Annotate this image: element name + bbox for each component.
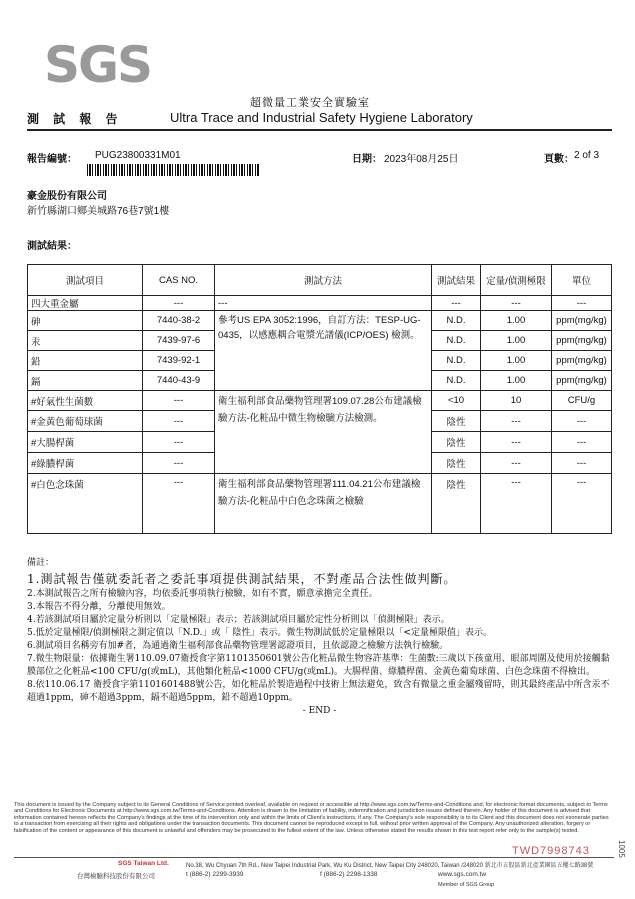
cell-limit: --- [481, 474, 552, 534]
group-unit: --- [552, 296, 612, 311]
cell-limit: 1.00 [481, 331, 552, 351]
barcode [87, 164, 259, 176]
cell-result: 陰性 [432, 411, 481, 432]
header-rule [27, 129, 612, 131]
cell-method-candida: 衛生福利部食品藥物管理署111.04.21公布建議檢驗方法-化粧品中白色念珠菌之檢驗 [215, 474, 432, 534]
cell-cas: 7439-97-6 [143, 331, 215, 351]
serial-number: TWD7998743 [512, 845, 590, 857]
cell-cas: 7439-92-1 [143, 351, 215, 371]
group-method: --- [215, 296, 432, 311]
cell-item: 砷 [28, 311, 143, 331]
cell-result: 陰性 [432, 474, 481, 534]
report-title: 測 試 報 告 [27, 112, 123, 126]
results-label: 測試結果： [27, 241, 77, 252]
footer-address: No.38, Wu Chyuan 7th Rd., New Taipei Industrial Park, Wu Ku District, New Taipei City 248020, Taiwan /248020 新北市五股區新北產業園區五權七路38號 [186, 863, 594, 869]
note-item: 3.本報告不得分離，分離使用無效。 [27, 602, 171, 612]
cell-item: 鎘 [28, 371, 143, 391]
cell-unit: ppm(mg/kg) [552, 351, 612, 371]
header-result: 測試結果 [432, 265, 481, 296]
cell-result: N.D. [432, 311, 481, 331]
table-row [28, 391, 612, 411]
note-item: 7.微生物限量：依據衛生署110.09.07衛授食字第1101350601號公告化粧品微生物容許基準：生菌數:三歲以下孩童用、眼部周圍及使用於接觸黏膜部位之化粧品<100 CFU/g(或mL)，其他類化粧品<1000 CFU/g(或mL)。大腸桿菌、綠膿桿菌、金黃色葡萄球菌、白色念珠菌不得檢出。 [27, 654, 610, 677]
cell-cas: 7440-43-9 [143, 371, 215, 391]
lab-name-cn: 超微量工業安全實驗室 [250, 96, 370, 109]
cell-result: N.D. [432, 371, 481, 391]
disclaimer: This document is issued by the Company subject to its General Conditions of Service printed overleaf, available on request or accessible at http://www.sgs.com.tw/Terms-and-Conditions and, for electronic format documents, subject to Terms and Conditions for Electronic Documents at http://www.sgs.com.tw/Terms-and-Conditions. Attention is drawn to the limitation of liability, indemnification and jurisdiction issues defined therein. Any holder of this document is advised that information contained hereon reflects the Company's findings at the time of its intervention only and within the limits of Client's instructions, if any. The Company's sole responsibility is to its Client and this document does not exonerate parties to a transaction from exercising all their rights and obligations under the transaction documents. This document cannot be reproduced except in full, without prior written approval of the Company. Any unauthorized alteration, forgery or falsification of the content or appearance of this document is unlawful and offenders may be prosecuted to the fullest extent of the law. Unless otherwise stated the results shown in this test report refer only to the sample(s) tested. [14, 802, 609, 834]
cell-limit: 1.00 [481, 311, 552, 331]
cell-unit: --- [552, 453, 612, 474]
cell-cas: --- [143, 474, 215, 534]
cell-item: #金黃色葡萄球菌 [28, 411, 143, 432]
cell-method-metals: 參考US EPA 3052:1996，自訂方法：TESP-UG-0435，以感應耦合電漿光譜儀(ICP/OES) 檢測。 [215, 311, 432, 391]
note-item: 1.測試報告僅就委託者之委託事項提供測試結果，不對產品合法性做判斷。 [27, 572, 457, 586]
note-item: 6.測試項目名稱旁有加#者，為通過衛生福利部食品藥物管理署認證項目，且依認證之檢驗方法執行檢驗。 [27, 641, 449, 651]
side-number: 1005 [617, 840, 626, 858]
cell-limit: 10 [481, 391, 552, 411]
cell-unit: ppm(mg/kg) [552, 331, 612, 351]
note-item: 2.本測試報告之所有檢驗內容，均依委託事項執行檢驗，如有不實，願意承擔完全責任。 [27, 589, 378, 599]
cell-result: N.D. [432, 351, 481, 371]
cell-unit: ppm(mg/kg) [552, 311, 612, 331]
cell-limit: 1.00 [481, 371, 552, 391]
client-address: 新竹縣湖口鄉美城路76巷7號1樓 [27, 206, 170, 217]
cell-item: #大腸桿菌 [28, 432, 143, 453]
cell-result: 陰性 [432, 432, 481, 453]
cell-cas: 7440-38-2 [143, 311, 215, 331]
cell-item: #白色念珠菌 [28, 474, 143, 534]
cell-item: #好氣性生菌數 [28, 391, 143, 411]
cell-method-micro: 衛生福利部食品藥物管理署109.07.28公布建議檢驗方法-化粧品中微生物檢驗方法檢測。 [215, 391, 432, 474]
table-row-group [28, 296, 612, 311]
table-row [28, 474, 612, 534]
cell-limit: --- [481, 432, 552, 453]
header-unit: 單位 [552, 265, 612, 296]
group-label: 四大重金屬 [28, 296, 143, 311]
footer-member: Member of SGS Group [438, 882, 495, 888]
cell-item: #綠膿桿菌 [28, 453, 143, 474]
results-table [27, 264, 612, 534]
footer-web: www.sgs.com.tw [438, 871, 487, 878]
cell-unit: --- [552, 432, 612, 453]
footer-tel: t (886-2) 2299-3939 [186, 871, 244, 878]
report-no: PUG23800331M01 [95, 150, 181, 161]
cell-cas: --- [143, 391, 215, 411]
end-marker: - END - [302, 706, 337, 716]
notes-label: 備註： [27, 558, 55, 568]
cell-result: 陰性 [432, 453, 481, 474]
group-result: --- [432, 296, 481, 311]
page-label: 頁數： [544, 154, 574, 165]
cell-unit: ppm(mg/kg) [552, 371, 612, 391]
note-item: 5.低於定量極限/偵測極限之測定值以「N.D.」或「 陰性」表示。微生物測試低於定量極限以「<定量極限值」表示。 [27, 628, 492, 638]
cell-cas: --- [143, 453, 215, 474]
cell-item: 鉛 [28, 351, 143, 371]
table-header-row [28, 265, 612, 296]
report-date: 2023年08月25日 [384, 154, 459, 165]
footer-rule [14, 857, 614, 858]
cell-unit: --- [552, 411, 612, 432]
client-name: 豪金股份有限公司 [27, 191, 107, 202]
header-limit: 定量/偵測極限 [481, 265, 552, 296]
footer-company-en: SGS Taiwan Ltd. [118, 860, 169, 867]
cell-result: <10 [432, 391, 481, 411]
cell-cas: --- [143, 411, 215, 432]
note-item: 4.若該測試項目屬於定量分析則以「定量極限」表示；若該測試項目屬於定性分析則以「偵測極限」表示。 [27, 615, 450, 625]
cell-unit: CFU/g [552, 391, 612, 411]
cell-item: 汞 [28, 331, 143, 351]
header-method: 測試方法 [215, 265, 432, 296]
group-cas: --- [143, 296, 215, 311]
notes-section [27, 557, 612, 718]
table-row [28, 311, 612, 331]
cell-cas: --- [143, 432, 215, 453]
sgs-logo: SGS [44, 36, 152, 94]
cell-unit: --- [552, 474, 612, 534]
date-label: 日期： [352, 154, 382, 165]
footer-fax: f (886-2) 2298-1338 [320, 871, 378, 878]
cell-limit: 1.00 [481, 351, 552, 371]
group-limit: --- [481, 296, 552, 311]
cell-limit: --- [481, 453, 552, 474]
cell-limit: --- [481, 411, 552, 432]
note-item: 8.依110.06.17 衛授食字第1101601488號公告，如化粧品於製造過程中技術上無法避免，致含有微量之重金屬殘留時，則其最終產品中所含汞不超過1ppm，砷不超過3ppm，鎘不超過5ppm，鉛不超過10ppm。 [27, 680, 610, 703]
cell-result: N.D. [432, 331, 481, 351]
footer-company-cn: 台灣檢驗科技股份有限公司 [77, 873, 155, 880]
report-no-label: 報告編號： [27, 154, 77, 165]
header-item: 測試項目 [28, 265, 143, 296]
page-number: 2 of 3 [574, 150, 600, 161]
header-cas: CAS NO. [143, 265, 215, 296]
lab-name-en: Ultra Trace and Industrial Safety Hygiene Laboratory [170, 110, 473, 125]
